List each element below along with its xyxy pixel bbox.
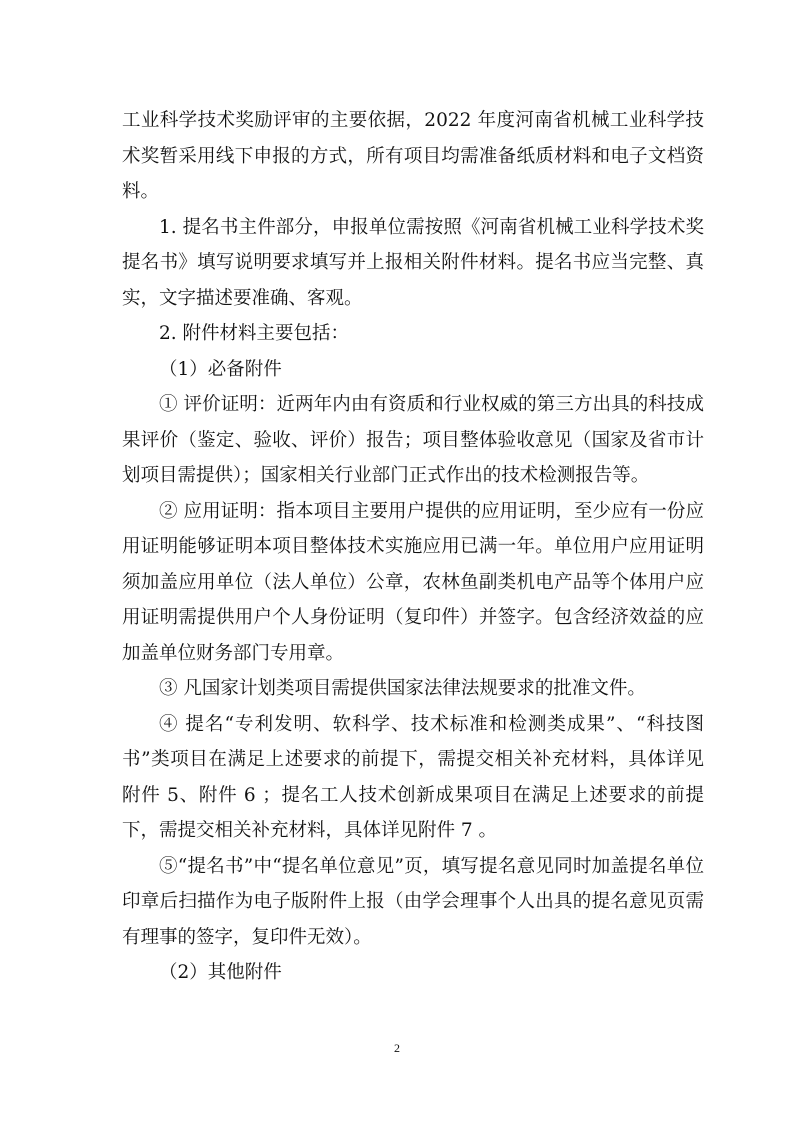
paragraph-item-2: 2. 附件材料主要包括： xyxy=(159,323,350,344)
paragraph-approval-documents: ③ 凡国家计划类项目需提供国家法律法规要求的批准文件。 xyxy=(159,678,646,699)
paragraph-item-1: 1. 提名书主件部分，申报单位需按照《河南省机械工业科学技术奖提名书》填写说明要求填写并上报相关附件材料。提名书应当完整、真实，文字描述要准确、客观。 xyxy=(122,216,704,309)
document-body xyxy=(122,103,704,991)
paragraph-supplementary-materials: ④ 提名“专利发明、软科学、技术标准和检测类成果”、“科技图书”类项目在满足上述要求的前提下，需提交相关补充材料，具体详见附件 5、附件 6 ；提名工人技术创新成果项目在满足上述要求的前提下，需提交相关补充材料，具体详见附件 7 。 xyxy=(122,713,704,841)
paragraph-evaluation-proof: ① 评价证明：近两年内由有资质和行业权威的第三方出具的科技成果评价（鉴定、验收、评价）报告；项目整体验收意见（国家及省市计划项目需提供）；国家相关行业部门正式作出的技术检测报告等。 xyxy=(122,394,704,486)
heading-other-attachments: （2）其他附件 xyxy=(159,962,282,983)
heading-required-attachments: （1）必备附件 xyxy=(159,358,282,380)
page-number: 2 xyxy=(394,1041,400,1055)
paragraph-application-proof: ② 应用证明：指本项目主要用户提供的应用证明，至少应有一份应用证明能够证明本项目整体技术实施应用已满一年。单位用户应用证明须加盖应用单位（法人单位）公章，农林鱼副类机电产品等个体用户应用证明需提供用户个人身份证明（复印件）并签字。包含经济效益的应加盖单位财务部门专用章。 xyxy=(122,500,704,664)
paragraph-nomination-opinion: ⑤“提名书”中“提名单位意见”页，填写提名意见同时加盖提名单位印章后扫描作为电子版附件上报（由学会理事个人出具的提名意见页需有理事的签字，复印件无效）。 xyxy=(122,855,704,948)
paragraph-intro: 工业科学技术奖励评审的主要依据，2022 年度河南省机械工业科学技术奖暂采用线下申报的方式，所有项目均需准备纸质材料和电子文档资料。 xyxy=(122,110,704,202)
